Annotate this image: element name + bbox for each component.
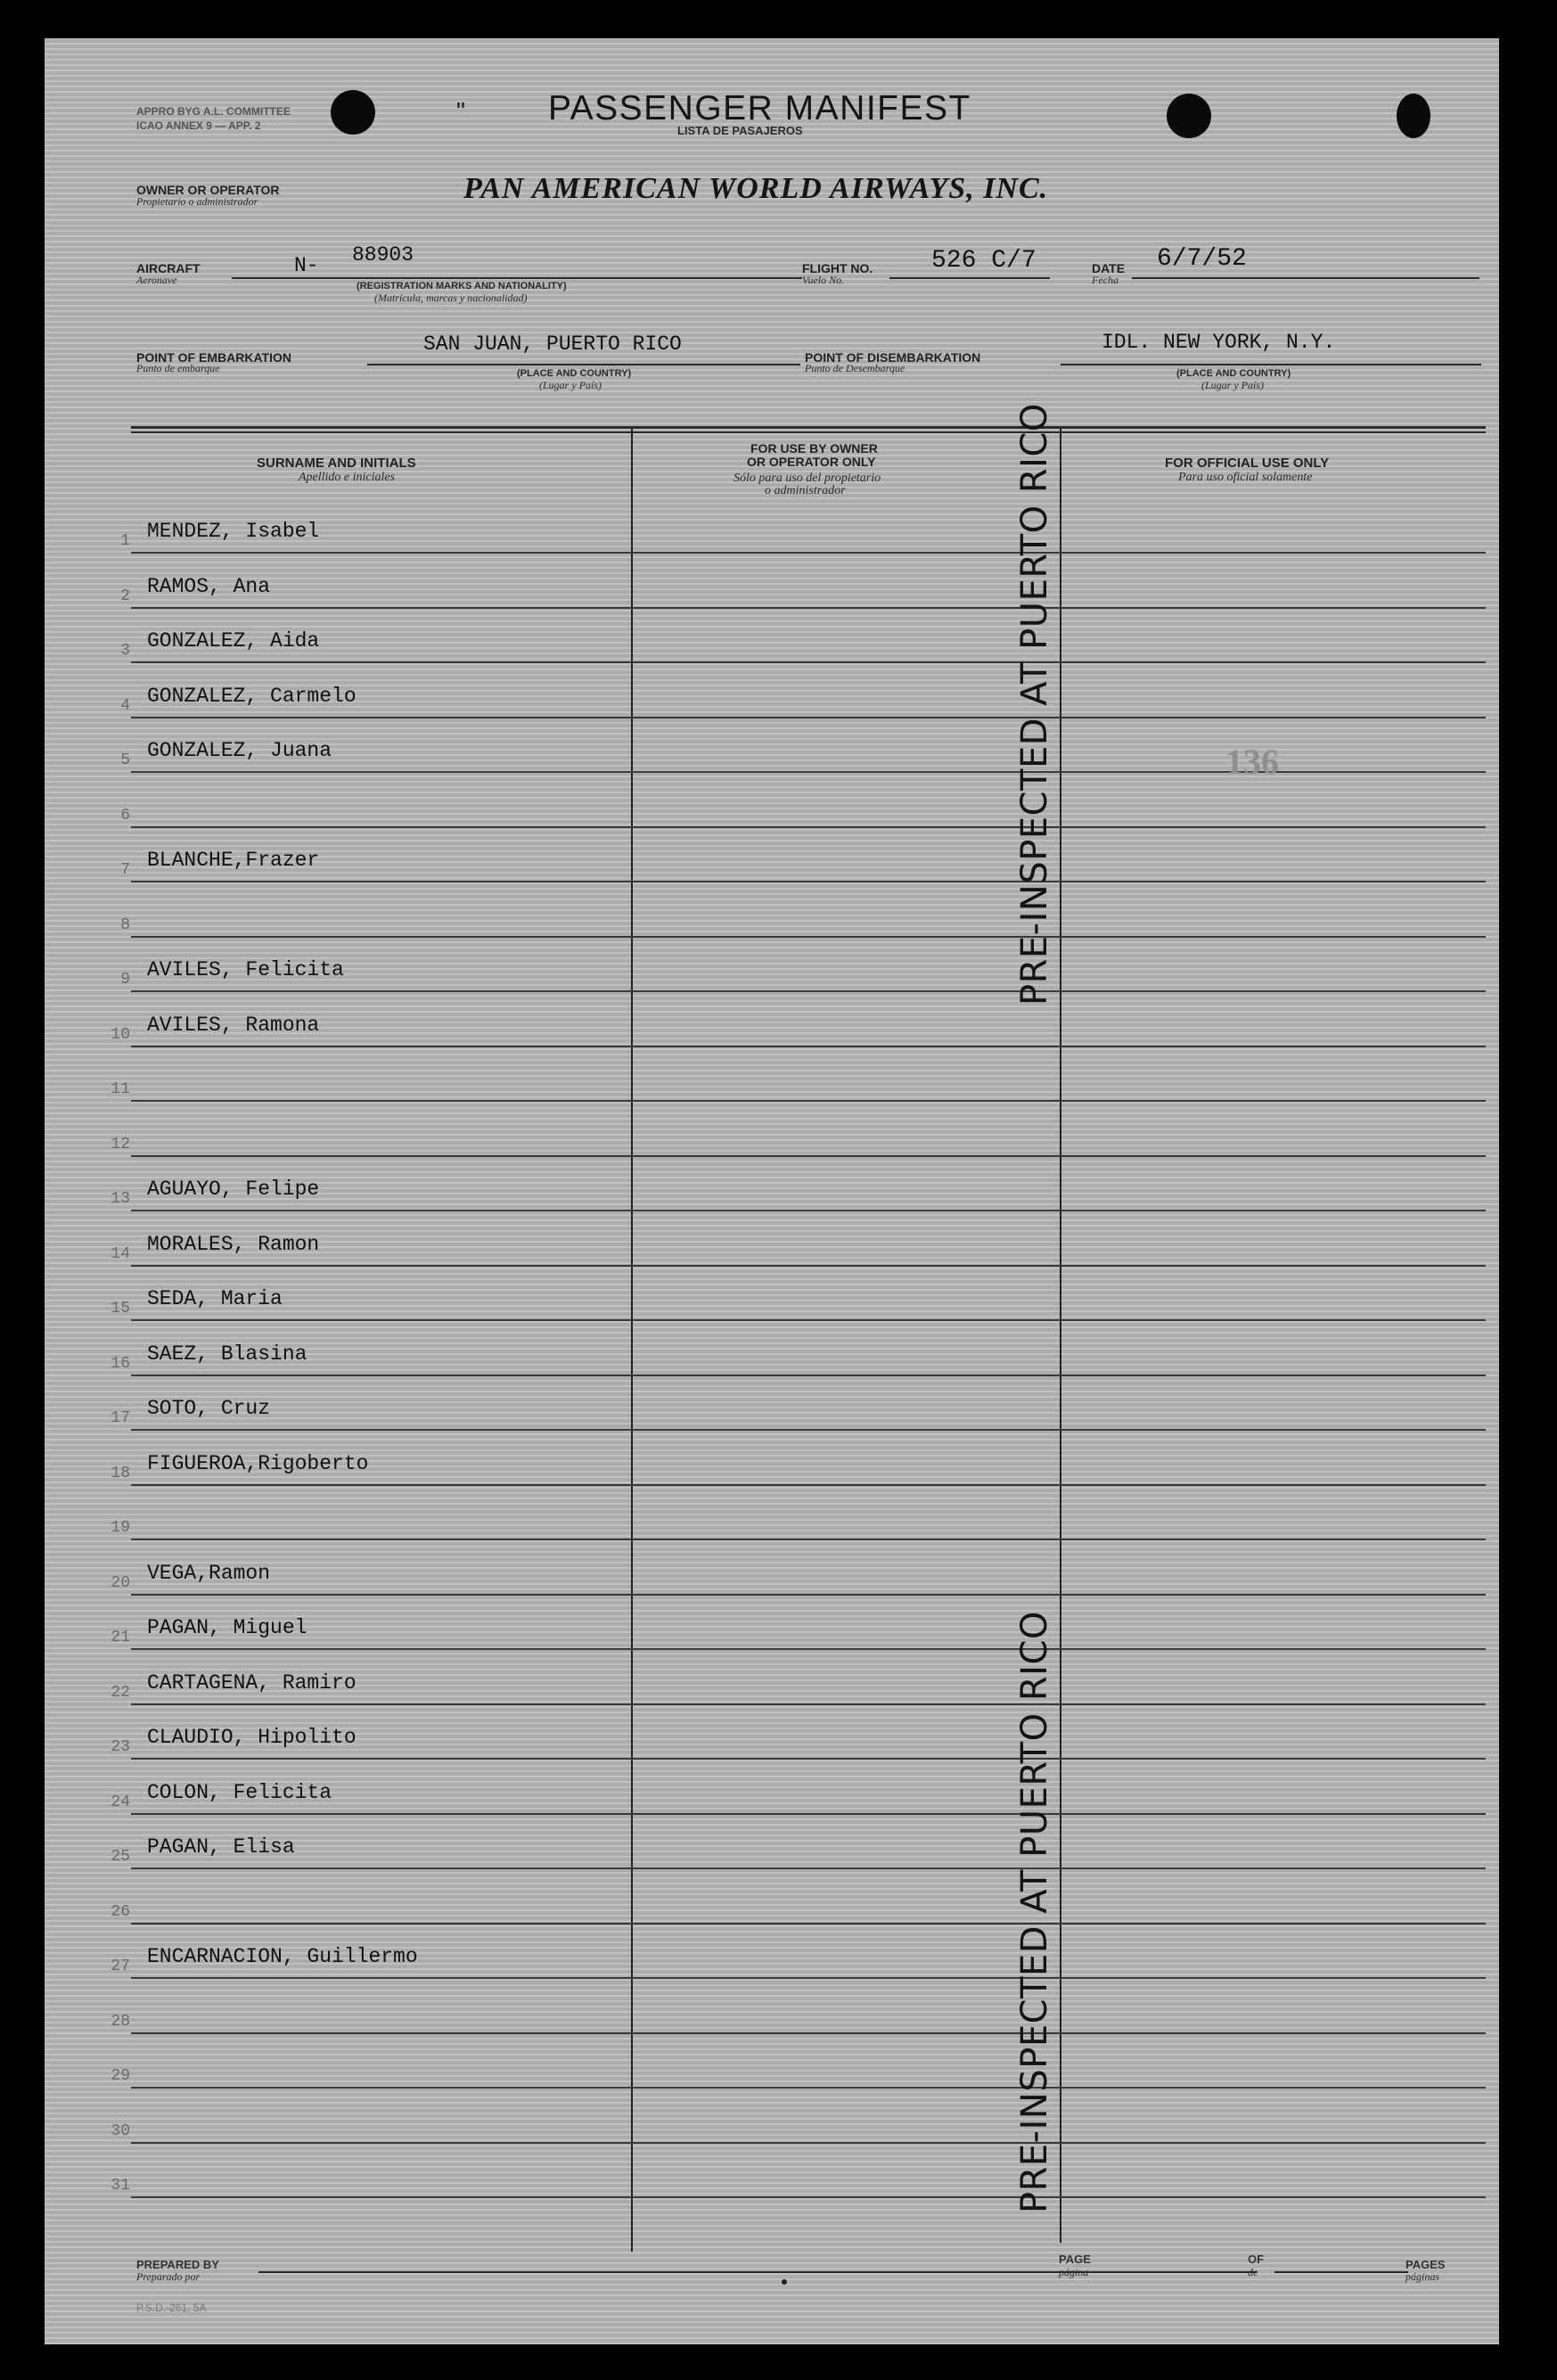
row-rule <box>131 936 1486 938</box>
column-divider-2 <box>1060 429 1061 2243</box>
row-rule <box>131 1648 1486 1650</box>
row-number: 19 <box>111 1519 130 1537</box>
passenger-name: COLON, Felicita <box>147 1781 332 1804</box>
row-rule <box>131 990 1486 992</box>
row-rule <box>131 661 1486 663</box>
row-number: 10 <box>111 1026 130 1044</box>
owner-label-es: Propietario o administrador <box>136 195 258 208</box>
flight-label: FLIGHT NO. <box>802 261 873 275</box>
disembark-note-es: (Lugar y País) <box>1201 379 1264 391</box>
row-number: 3 <box>120 642 130 660</box>
passenger-name: MENDEZ, Isabel <box>147 520 320 543</box>
manifest-sheet <box>45 38 1499 2344</box>
passenger-name: SOTO, Cruz <box>147 1397 271 1420</box>
page-label: PAGE <box>1059 2253 1091 2266</box>
passenger-name: SEDA, Maria <box>147 1287 283 1310</box>
row-rule <box>131 1100 1486 1102</box>
row-rule <box>131 1977 1486 1979</box>
row-number: 8 <box>120 916 130 934</box>
row-number: 31 <box>111 2177 130 2195</box>
disembark-value: IDL. NEW YORK, N.Y. <box>1102 331 1336 354</box>
passenger-name: CLAUDIO, Hipolito <box>147 1726 356 1749</box>
row-rule <box>131 1484 1486 1486</box>
embark-note-es: (Lugar y País) <box>539 379 602 391</box>
row-rule <box>131 771 1486 773</box>
row-rule <box>131 1758 1486 1760</box>
row-number: 27 <box>111 1957 130 1975</box>
pre-inspected-stamp-bottom: PRE-INSPECTED AT PUERTO RICO <box>1014 1611 1055 2213</box>
row-number: 6 <box>120 807 130 825</box>
passenger-name: ENCARNACION, Guillermo <box>147 1945 418 1968</box>
passenger-name: MORALES, Ramon <box>147 1233 320 1256</box>
registration-note-es: (Matrícula, marcas y nacionalidad) <box>374 291 528 304</box>
passenger-name: AGUAYO, Felipe <box>147 1178 320 1201</box>
row-rule <box>131 717 1486 718</box>
row-number: 29 <box>111 2067 130 2085</box>
row-rule <box>131 1539 1486 1540</box>
title-prefix: " <box>456 97 465 125</box>
row-number: 20 <box>111 1574 130 1592</box>
page-line <box>1101 2271 1257 2273</box>
embark-line <box>367 364 800 365</box>
flight-label-es: Vuelo No. <box>802 274 845 286</box>
pre-inspected-stamp-top: PRE-INSPECTED AT PUERTO RICO <box>1014 403 1055 1005</box>
row-number: 14 <box>111 1245 130 1263</box>
row-rule <box>131 1703 1486 1705</box>
row-number: 17 <box>111 1409 130 1427</box>
aircraft-label: AIRCRAFT <box>136 261 201 275</box>
owner-label: OWNER OR OPERATOR <box>136 183 280 197</box>
registration-note: (REGISTRATION MARKS AND NATIONALITY) <box>356 281 567 291</box>
disembark-note: (PLACE AND COUNTRY) <box>1176 368 1291 379</box>
row-number: 24 <box>111 1793 130 1811</box>
passenger-name: PAGAN, Miguel <box>147 1616 307 1639</box>
pages-label: PAGES <box>1405 2258 1446 2271</box>
row-rule <box>131 2087 1486 2089</box>
row-rule <box>131 1429 1486 1431</box>
aircraft-prefix: N- <box>294 254 319 277</box>
of-label: OF <box>1248 2253 1265 2266</box>
row-number: 15 <box>111 1300 130 1317</box>
row-rule <box>131 1210 1486 1211</box>
punch-hole-far-right <box>1397 94 1430 138</box>
prepared-by-label-es: Preparado por <box>136 2270 201 2283</box>
row-number: 30 <box>111 2122 130 2140</box>
passenger-name: GONZALEZ, Aida <box>147 629 320 652</box>
row-number: 23 <box>111 1738 130 1756</box>
col-operator-header-es-2: o administrador <box>765 484 846 497</box>
passenger-name: RAMOS, Ana <box>147 575 271 598</box>
col-official-header: FOR OFFICIAL USE ONLY <box>1165 455 1330 471</box>
page-subtitle: LISTA DE PASAJEROS <box>677 124 803 137</box>
row-number: 28 <box>111 2013 130 2031</box>
embark-note: (PLACE AND COUNTRY) <box>517 368 632 379</box>
table-top-rule-2 <box>131 431 1486 433</box>
row-rule <box>131 1155 1486 1157</box>
date-line <box>1132 277 1479 279</box>
passenger-name: GONZALEZ, Carmelo <box>147 685 356 708</box>
table-top-rule <box>131 426 1486 429</box>
of-line <box>1274 2271 1408 2273</box>
row-rule <box>131 826 1486 828</box>
passenger-name: VEGA,Ramon <box>147 1562 271 1585</box>
passenger-name: FIGUEROA,Rigoberto <box>147 1452 369 1475</box>
disembark-line <box>1061 364 1481 365</box>
row-number: 7 <box>120 861 130 879</box>
passenger-name: GONZALEZ, Juana <box>147 739 332 762</box>
aircraft-line <box>232 277 802 279</box>
col-operator-header-1: FOR USE BY OWNER <box>750 441 878 455</box>
row-number: 2 <box>120 587 130 605</box>
col-operator-header-2: OR OPERATOR ONLY <box>747 455 876 469</box>
prepared-by-label: PREPARED BY <box>136 2258 219 2271</box>
row-rule <box>131 2142 1486 2144</box>
passenger-name: PAGAN, Elisa <box>147 1835 295 1859</box>
disembark-label-es: Punto de Desembarque <box>805 362 906 374</box>
row-rule <box>131 881 1486 882</box>
col-official-header-es: Para uso oficial solamente <box>1178 471 1313 484</box>
passenger-name: AVILES, Ramona <box>147 1014 320 1037</box>
passenger-name: CARTAGENA, Ramiro <box>147 1671 356 1695</box>
col-operator-header-es-1: Sólo para uso del propietario <box>733 472 881 485</box>
passenger-name: BLANCHE,Frazer <box>147 849 320 872</box>
row-number: 1 <box>120 532 130 550</box>
approval-line-2: ICAO ANNEX 9 — APP. 2 <box>136 119 261 132</box>
form-code: P.S.D.-261, 5A <box>136 2302 207 2314</box>
row-number: 13 <box>111 1190 130 1208</box>
row-rule <box>131 1813 1486 1815</box>
row-number: 18 <box>111 1465 130 1482</box>
row-number: 22 <box>111 1684 130 1702</box>
row-rule <box>131 2196 1486 2198</box>
row-number: 12 <box>111 1136 130 1153</box>
prepared-by-line <box>258 2271 1114 2273</box>
date-value: 6/7/52 <box>1157 245 1247 273</box>
punch-hole-right <box>1167 94 1211 138</box>
row-number: 5 <box>120 751 130 769</box>
row-rule <box>131 1594 1486 1596</box>
row-number: 25 <box>111 1848 130 1866</box>
pages-label-es: páginas <box>1405 2270 1440 2283</box>
page-label-es: página <box>1059 2266 1089 2278</box>
row-number: 16 <box>111 1355 130 1373</box>
official-number: 136 <box>1225 742 1279 782</box>
date-label: DATE <box>1092 261 1126 275</box>
owner-value: PAN AMERICAN WORLD AIRWAYS, INC. <box>463 172 1049 205</box>
aircraft-value: 88903 <box>352 243 414 267</box>
row-rule <box>131 2032 1486 2034</box>
row-rule <box>131 607 1486 609</box>
page-title: PASSENGER MANIFEST <box>548 89 971 127</box>
date-label-es: Fecha <box>1092 274 1119 286</box>
row-rule <box>131 1867 1486 1869</box>
embark-label: POINT OF EMBARKATION <box>136 350 291 365</box>
row-number: 11 <box>111 1080 130 1098</box>
row-rule <box>131 1046 1486 1047</box>
passenger-name: SAEZ, Blasina <box>147 1342 307 1366</box>
flight-value: 526 C/7 <box>931 247 1037 275</box>
row-rule <box>131 1319 1486 1321</box>
flight-line <box>889 277 1050 279</box>
row-rule <box>131 552 1486 554</box>
row-number: 4 <box>120 697 130 715</box>
of-label-es: de <box>1248 2266 1258 2278</box>
passenger-name: AVILES, Felicita <box>147 958 344 981</box>
embark-value: SAN JUAN, PUERTO RICO <box>423 332 682 356</box>
stray-mark <box>782 2279 787 2285</box>
disembark-label: POINT OF DISEMBARKATION <box>805 350 981 365</box>
embark-label-es: Punto de embarque <box>136 362 220 374</box>
col-surname-header: SURNAME AND INITIALS <box>257 455 416 471</box>
row-rule <box>131 1375 1486 1376</box>
col-surname-header-es: Apellido e iniciales <box>299 471 396 484</box>
row-number: 26 <box>111 1903 130 1921</box>
row-rule <box>131 1265 1486 1267</box>
row-number: 21 <box>111 1629 130 1646</box>
row-number: 9 <box>120 971 130 989</box>
punch-hole-left <box>331 90 375 135</box>
approval-line-1: APPRO BYG A.L. COMMITTEE <box>136 105 291 118</box>
row-rule <box>131 1923 1486 1925</box>
aircraft-label-es: Aeronave <box>136 274 177 286</box>
